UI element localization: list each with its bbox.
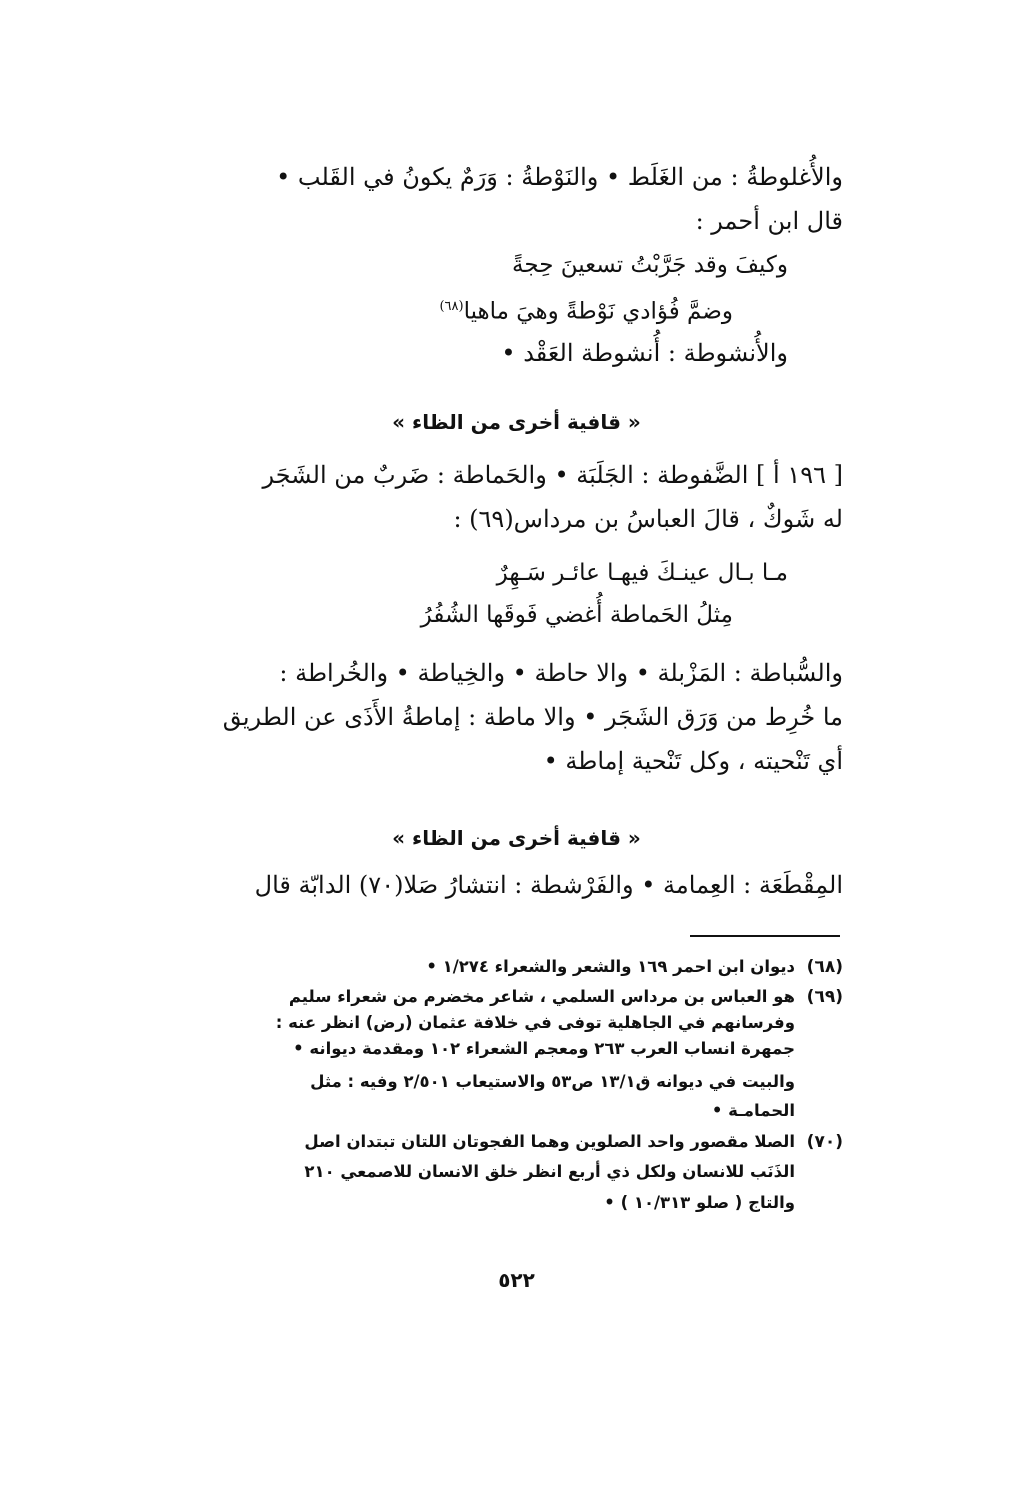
footnote-text: ديوان ابن احمر ١٦٩ والشعر والشعراء ١/٢٧٤ • xyxy=(426,957,795,976)
section-heading: « قافية أخرى من الظاء » xyxy=(392,826,641,850)
text-line: والأُغلوطةُ : من الغَلَط • والنَوْطةُ : وَرَمٌ يكونُ في القَلب • xyxy=(276,163,843,191)
footnote-text: الصلا مقصور واحد الصلوين وهما الفجوتان اللتان تبتدان اصل xyxy=(304,1132,795,1151)
text-line: المِقْطَعَة : العِمامة • والفَرْشطة : انتشارُ صَلا(٧٠) الدابّة قال xyxy=(254,871,843,899)
text-line: أي تَنْحيته ، وكل تَنْحية إماطة • xyxy=(543,747,843,775)
footnote-text: هو العباس بن مرداس السلمي ، شاعر مخضرم من شعراء سليم xyxy=(288,987,795,1006)
verse-line: مـا بـال عينـكَ فيهـا عائـر سَـهِرٌ xyxy=(496,560,788,586)
text-line: والسُّباطة : المَزْبلة • والا حاطة • والخِياطة • والخُراطة : xyxy=(279,659,843,687)
page-number: ٥٢٢ xyxy=(498,1268,535,1292)
footnote-text: والبيت في ديوانه ق١٣/١ ص٥٣ والاستيعاب ٢/٥٠١ وفيه : مثل xyxy=(310,1072,795,1091)
text-line: والأُنشوطة : أُنشوطة العَقْد • xyxy=(501,339,788,367)
text-line: قال ابن أحمر : xyxy=(695,207,843,235)
footnote-separator xyxy=(690,935,840,937)
section-heading: « قافية أخرى من الظاء » xyxy=(392,410,641,434)
verse-line: وكيفَ وقد جَرَّبْتُ تسعينَ حِجةً xyxy=(512,252,788,278)
verse-line xyxy=(439,290,733,329)
footnote-text: والتاج ( صلو ١٠/٣١٣ ) • xyxy=(604,1193,795,1212)
text-line: [ ١٩٦ أ ] الضَّفوطة : الجَلَبَة • والحَماطة : ضَربٌ من الشَجَر xyxy=(262,461,843,489)
footnote-text: وفرسانهم في الجاهلية توفى في خلافة عثمان (رض) انظر عنه : xyxy=(275,1013,795,1032)
footnote-number: (٧٠) xyxy=(806,1132,843,1152)
footnote-text: جمهرة انساب العرب ٢٦٣ ومعجم الشعراء ١٠٢ ومقدمة ديوانه • xyxy=(293,1039,795,1058)
footnote-text: الذَنَب للانسان ولكل ذي أربع انظر خلق الانسان للاصمعي ٢١٠ xyxy=(304,1162,795,1181)
text-line: ما خُرِط من وَرَق الشَجَر • والا ماطة : إماطةُ الأَذَى عن الطريق xyxy=(222,703,843,731)
verse-line: مِثلُ الحَماطة أُغضي فَوقَها الشُفُرُ xyxy=(420,602,733,628)
footnote-ref: (٦٨) xyxy=(439,299,464,314)
verse-text: وضمَّ فُؤادي نَوْطةً وهيَ ماهيا xyxy=(463,298,733,325)
footnote-number: (٦٩) xyxy=(806,987,843,1007)
footnote-text: الحمامـة • xyxy=(711,1101,795,1120)
text-line: له شَوكٌ ، قالَ العباسُ بن مرداس(٦٩) : xyxy=(453,505,843,533)
footnote-number: (٦٨) xyxy=(806,957,843,977)
